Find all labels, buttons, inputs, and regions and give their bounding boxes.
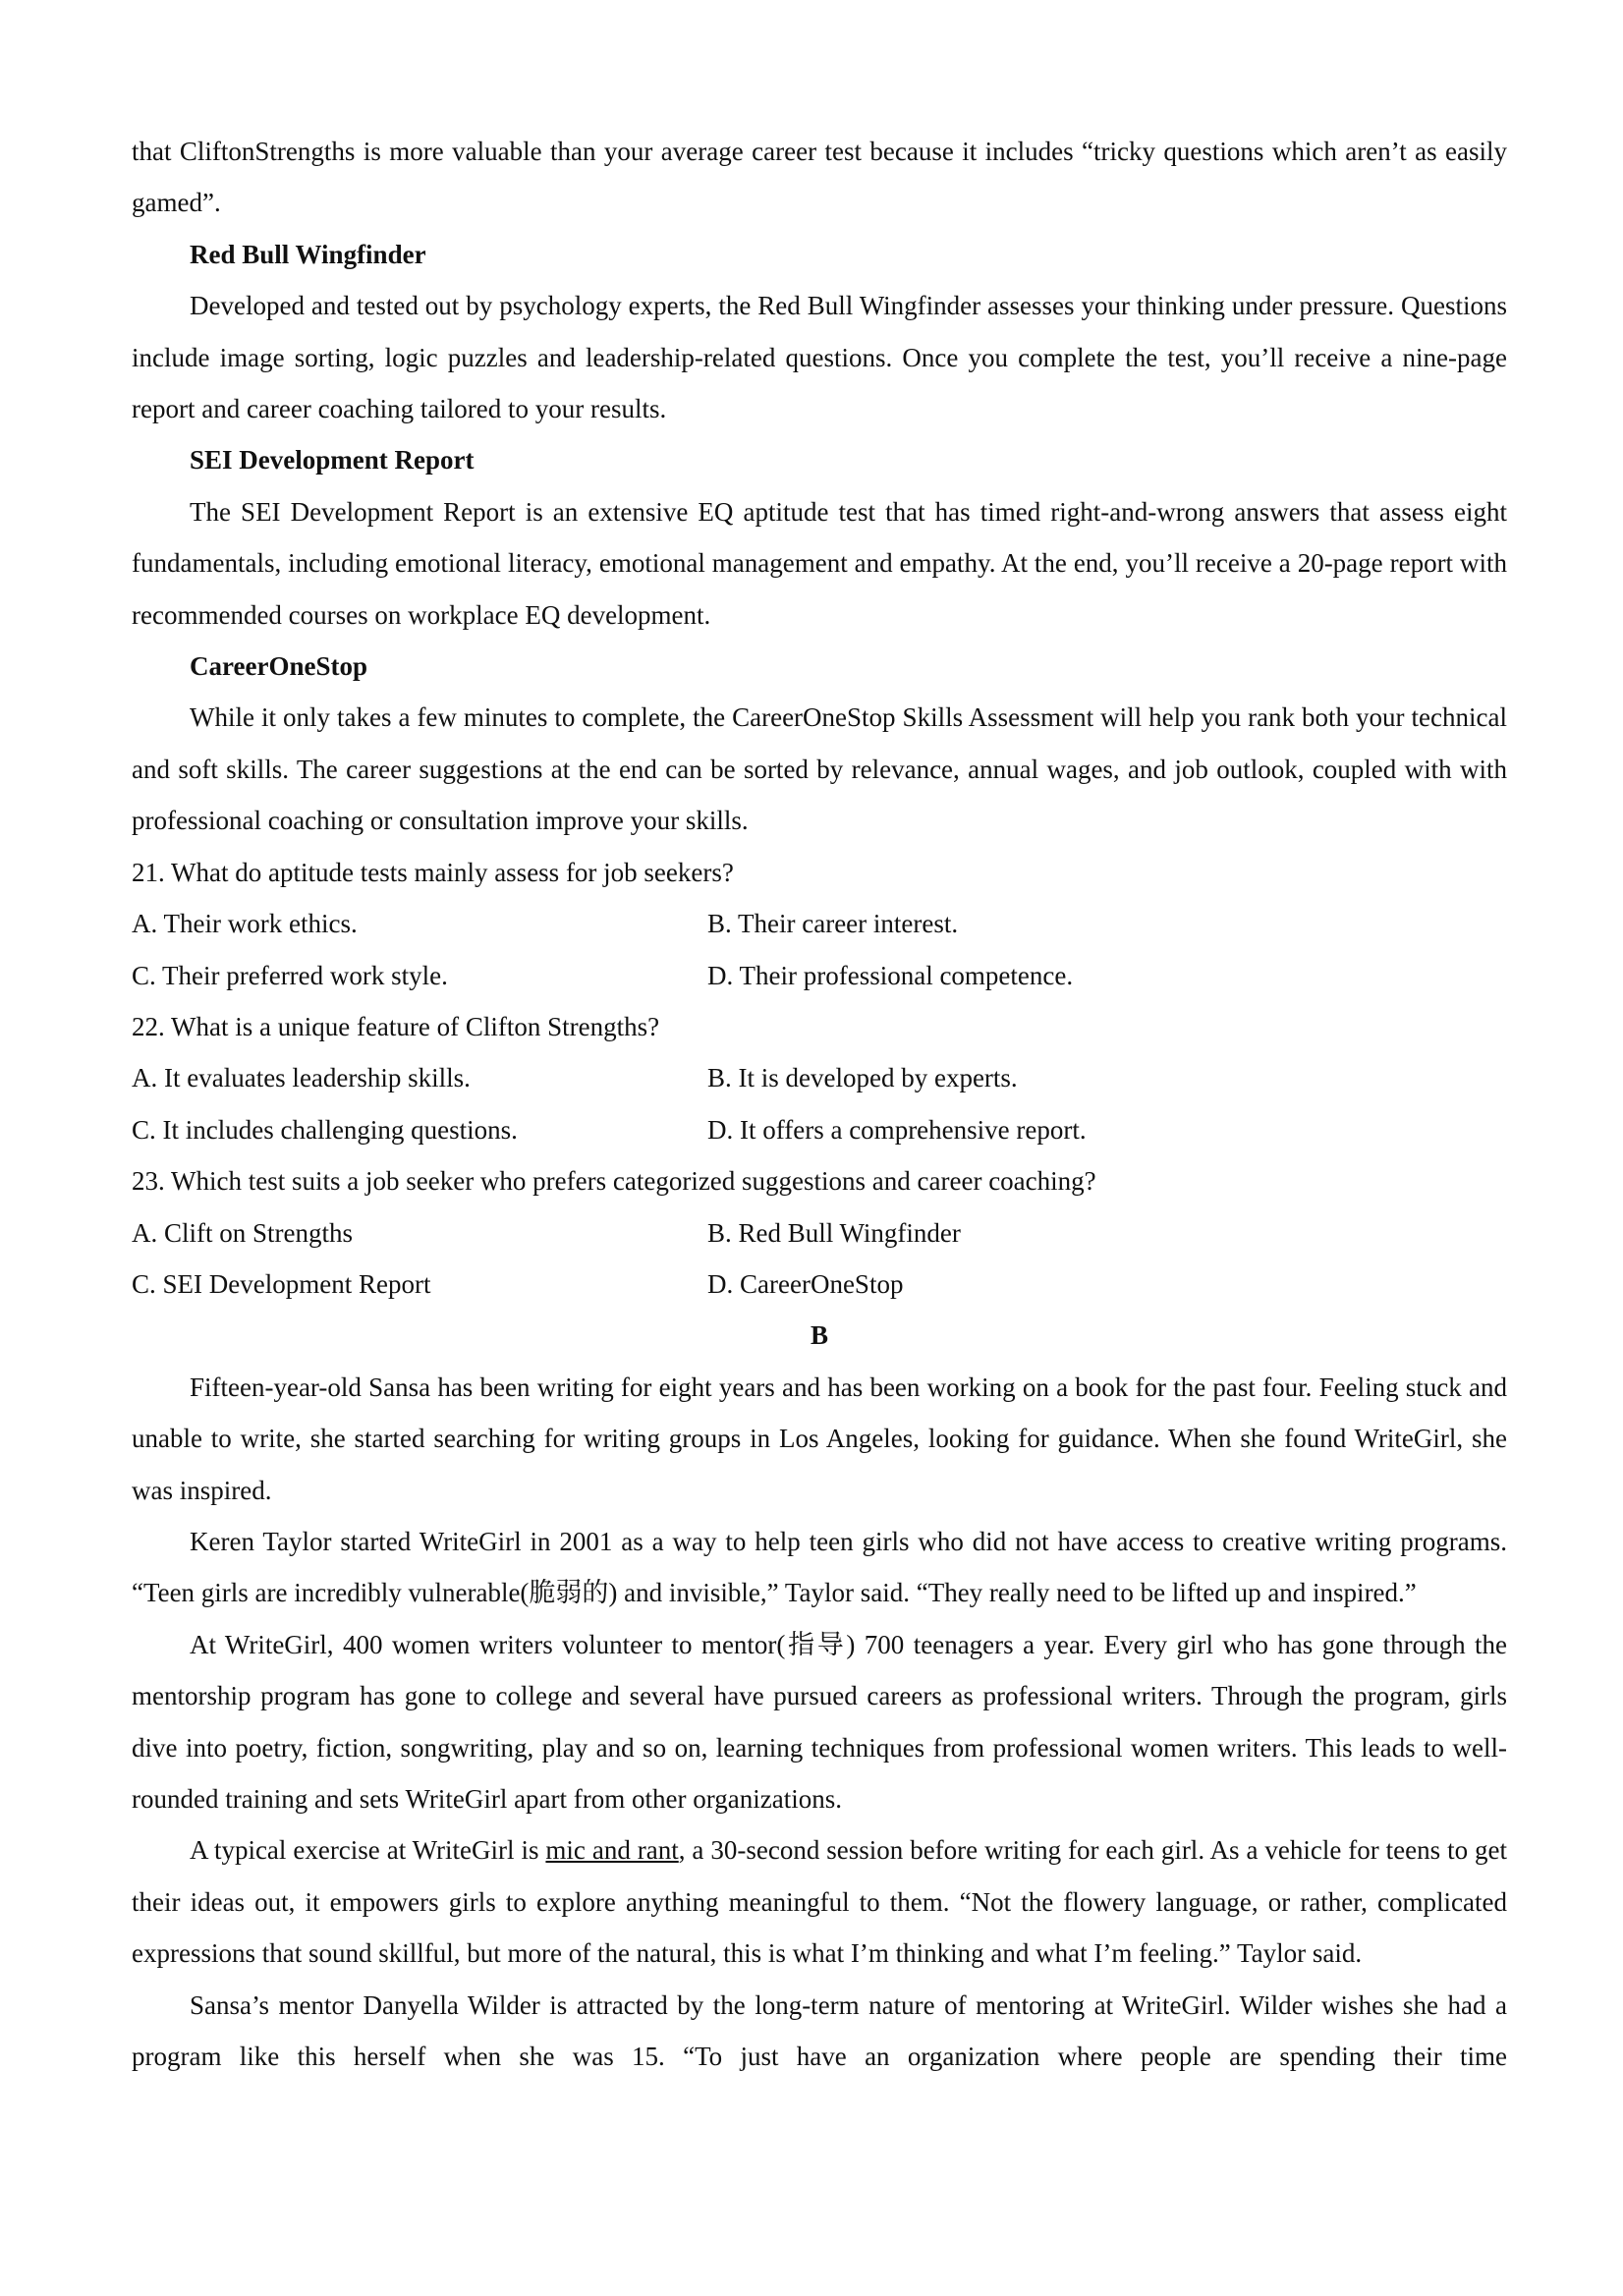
question-22-options-row-1 (132, 1052, 1507, 1103)
question-22-stem: 22. What is a unique feature of Clifton Strengths? (132, 1011, 660, 1041)
question-23-options-row-2 (132, 1259, 1507, 1310)
question-21-stem: 21. What do aptitude tests mainly assess for job seekers? (132, 857, 734, 887)
underlined-phrase: mic and rant (545, 1835, 679, 1866)
paragraph-careeronestop: While it only takes a few minutes to complete, the CareerOneStop Skills Assessment will help you rank both your technical and soft skills. The career suggestions at the end can be sorted by relevance, annual wages, and job outlook, coupled with with professional coaching or consultation improve your skills. (132, 702, 1507, 836)
question-22-option-b: B. It is developed by experts. (707, 1063, 1018, 1093)
passage-b-label: B (810, 1320, 828, 1351)
passage-b-paragraph-5: Sansa’s mentor Danyella Wilder is attracted by the long-term nature of mentoring at WriteGirl. Wilder wishes she had a program like this herself when she was 15. “To just have an organization where people are spending their time (132, 1989, 1507, 2072)
question-22-option-c: C. It includes challenging questions. (132, 1114, 518, 1145)
paragraph-sei: The SEI Development Report is an extensive EQ aptitude test that has timed right-and-wrong answers that assess eight fundamentals, including emotional literacy, emotional management and empathy. At the end, you’ll receive a 20-page report with recommended courses on workplace EQ development. (132, 496, 1507, 630)
question-21-option-b: B. Their career interest. (707, 909, 959, 939)
question-22-options-row-2 (132, 1104, 1507, 1155)
question-21-options-row-2 (132, 950, 1507, 1001)
section-heading-sei: SEI Development Report (190, 445, 475, 476)
question-23-options-row-1 (132, 1207, 1507, 1259)
section-heading-careeronestop: CareerOneStop (190, 651, 367, 682)
question-23-option-a: A. Clift on Strengths (132, 1217, 354, 1248)
question-21-option-d: D. Their professional competence. (707, 960, 1074, 990)
paragraph-4-text-start: A typical exercise at WriteGirl is (190, 1835, 546, 1866)
section-heading-wingfinder: Red Bull Wingfinder (190, 239, 426, 269)
passage-b-paragraph-2: Keren Taylor started WriteGirl in 2001 as a way to help teen girls who did not have access to creative writing programs. “Teen girls are incredibly vulnerable(脆弱的) and invisible,” Taylor said. “They really need to be lifted up and inspired.” (132, 1526, 1507, 1608)
paragraph-wingfinder: Developed and tested out by psychology experts, the Red Bull Wingfinder assesses your thinking under pressure. Questions include image sorting, logic puzzles and leadership-related questions. Once you complete the test, you’ll receive a nine-page report and career coaching tailored to your results. (132, 291, 1507, 424)
paragraph-4-text-end: , a 30-second session before writing for each girl. As a vehicle for teens to get their ideas out, it empowers girls to explore anything meaningful to them. “Not the flowery language, or rather, complicated expressions that sound skillful, but more of the natural, this is what I’m thinking and what I’m feeling.” Taylor said. (132, 1835, 1508, 1969)
passage-a-continued-paragraph: that CliftonStrengths is more valuable than your average career test because it includes “tricky questions which aren’t as easily gamed”. (132, 137, 1507, 218)
question-23-option-d: D. CareerOneStop (707, 1268, 904, 1299)
question-22-option-a: A. It evaluates leadership skills. (132, 1063, 471, 1093)
passage-b-paragraph-1: Fifteen-year-old Sansa has been writing for eight years and has been working on a book for the past four. Feeling stuck and unable to write, she started searching for writing groups in Los Angeles, looking for guidance. When she found WriteGirl, she was inspired. (132, 1372, 1507, 1505)
question-23-stem: 23. Which test suits a job seeker who prefers categorized suggestions and career coaching? (132, 1166, 1096, 1197)
question-21-option-a: A. Their work ethics. (132, 909, 358, 939)
exam-page (132, 126, 1507, 2082)
question-23-option-c: C. SEI Development Report (132, 1268, 431, 1299)
passage-b-paragraph-3: At WriteGirl, 400 women writers volunteer to mentor(指导) 700 teenagers a year. Every girl who has gone through the mentorship program has gone to college and several have pursued careers as professional writers. Through the program, girls dive into poetry, fiction, songwriting, play and so on, learning techniques from professional women writers. This leads to well-rounded training and sets WriteGirl apart from other organizations. (132, 1629, 1507, 1814)
question-23-option-b: B. Red Bull Wingfinder (707, 1217, 961, 1248)
question-21-options-row-1 (132, 898, 1507, 949)
passage-b-paragraph-4 (132, 1824, 1507, 1979)
question-22-option-d: D. It offers a comprehensive report. (707, 1114, 1087, 1145)
question-21-option-c: C. Their preferred work style. (132, 960, 448, 990)
